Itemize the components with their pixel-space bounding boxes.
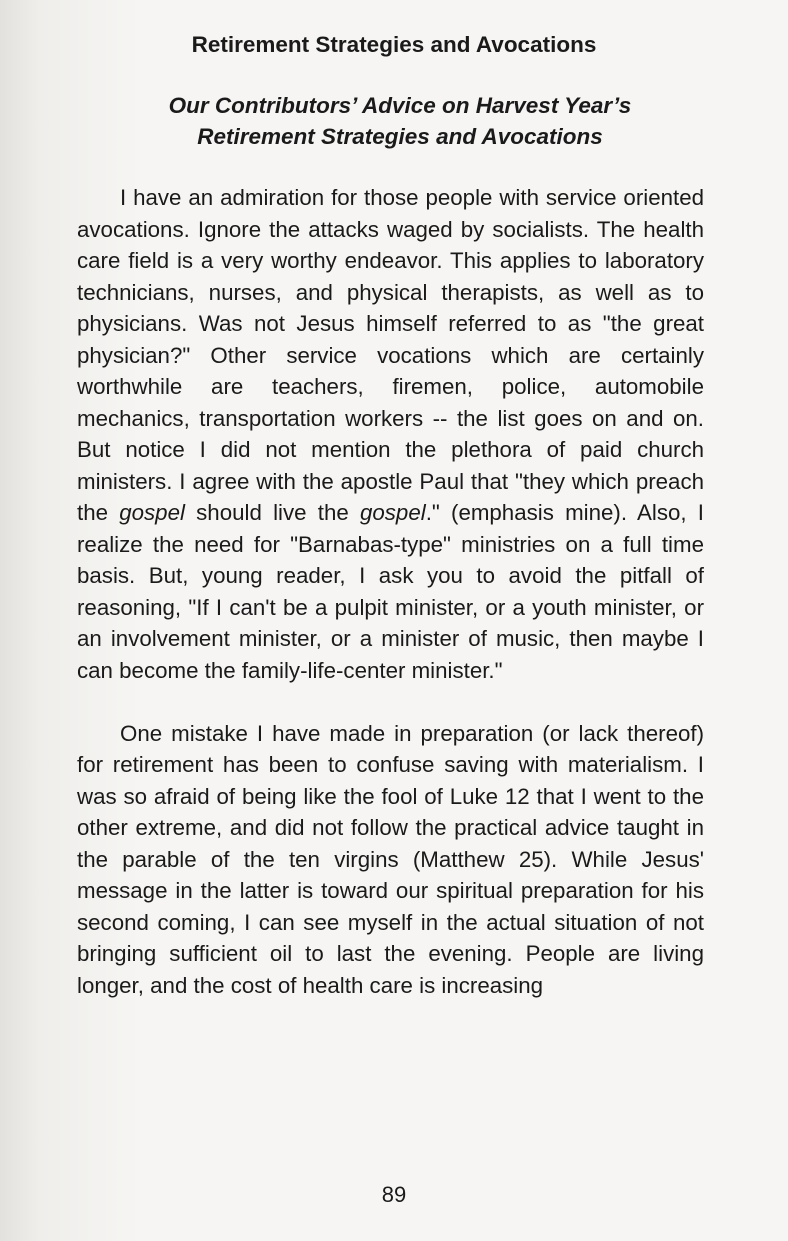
paragraph-2: One mistake I have made in preparation (or lack thereof) for retirement has been to confuse saving with materialism. I was so afraid of being like the fool of Luke 12 that I went to the other extreme, and did not follow the practical advice taught in the parable of the ten virgins (Matthew 25). While Jesus' message in the latter is toward our spiritual preparation for his second coming, I can see myself in the actual situation of not bringing sufficient oil to last the evening. People are living longer, and the cost of health care is increasing	[77, 720, 704, 998]
emphasis-gospel-1: gospel	[119, 500, 185, 525]
paragraph-1	[77, 182, 704, 686]
running-head: Retirement Strategies and Avocations	[191, 32, 597, 57]
paragraph-1-text-c: ." (emphasis mine). Also, I realize the need for "Barnabas-type" ministries on a full time basis. But, young reader, I ask you to avoid the pitfall of reasoning, "If I can't be a pulpit minister, or a youth minister, or an involvement minister, or a minister of music, then maybe I can become the family-life-center minister."	[77, 500, 704, 683]
body-text	[77, 182, 704, 1001]
chapter-subtitle	[60, 90, 740, 152]
subtitle-line-1: Our Contributors’ Advice on Harvest Year’s	[168, 93, 632, 118]
page-number: 89	[381, 1182, 407, 1207]
subtitle-line-2: Retirement Strategies and Avocations	[197, 124, 603, 149]
paragraph-1-text-a: I have an admiration for those people with service oriented avocations. Ignore the attacks waged by socialists. The health care field is a very worthy endeavor. This applies to laboratory technicians, nurses, and physical therapists, as well as to physicians. Was not Jesus himself referred to as "the great physician?" Other service vocations which are certainly worthwhile are teachers, firemen, police, automobile mechanics, transportation workers -- the list goes on and on. But notice I did not mention the plethora of paid church ministers. I agree with the apostle Paul that "they which preach the	[77, 185, 704, 525]
paragraph-1-text-b: should live the	[184, 500, 360, 525]
emphasis-gospel-2: gospel	[359, 500, 426, 525]
